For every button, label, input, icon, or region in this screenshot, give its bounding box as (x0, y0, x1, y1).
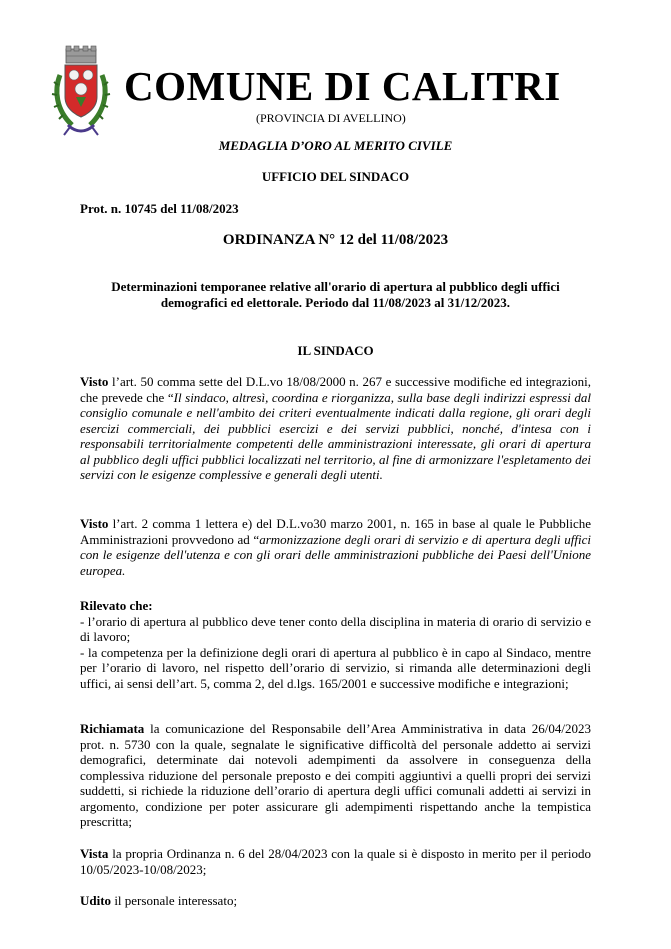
paragraph-vista (80, 846, 591, 877)
list-item: - l’orario di apertura al pubblico deve tener conto della disciplina in materia di orario di servizio e di lavoro; (80, 613, 591, 644)
page-title: COMUNE DI CALITRI (124, 63, 561, 109)
paragraph-lead: Visto (80, 374, 109, 389)
ordinanza-subject: Determinazioni temporanee relative all'orario di apertura al pubblico degli uffici demografici ed elettorale. Periodo dal 11/08/2023 al 31/12/2023. (111, 279, 560, 310)
paragraph-text: la propria Ordinanza n. 6 del 28/04/2023 con la quale si è disposto in merito per il periodo 10/05/2023-10/08/2023; (80, 846, 591, 877)
ordinanza-title: ORDINANZA N° 12 del 11/08/2023 (222, 232, 449, 248)
paragraph-lead: Udito (80, 893, 112, 908)
paragraph-lead: Rilevato che: (80, 598, 153, 613)
paragraph-lead: Vista (80, 846, 109, 861)
ufficio-heading: UFFICIO DEL SINDACO (261, 169, 410, 184)
sindaco-heading: IL SINDACO (297, 343, 374, 358)
provincia-subtitle: (PROVINCIA DI AVELLINO) (256, 111, 406, 125)
paragraph-text: l’art. 50 comma sette del D.L.vo 18/08/2000 n. 267 e successive modifiche ed integrazioni, che prevede che “ (80, 374, 591, 405)
list-item: - la competenza per la definizione degli orari di apertura al pubblico è in capo al Sindaco, mentre per l’orario di lavoro, nel rispetto dell’orario di servizio, si rimanda alle determinazioni degli uffici, ai sensi dell’art. 5, comma 2, del d.lgs. 165/2001 e successive modifiche e integrazioni; (80, 644, 591, 691)
paragraph-lead: Visto (80, 516, 109, 531)
paragraph-visto-dlgs (80, 516, 591, 578)
paragraph-text: il personale interessato; (111, 893, 238, 908)
medaglia-heading: MEDAGLIA D’ORO AL MERITO CIVILE (218, 138, 453, 153)
paragraph-quote: Il sindaco, altresì, coordina e riorganizza, sulla base degli indirizzi espressi dal consiglio comunale e nell'ambito dei criteri eventualmente indicati dalla regione, gli orari degli esercizi commerciali, dei pubblici esercizi e dei servizi pubblici, nonché, d'intesa con i responsabili territorialmente competenti delle amministrazioni interessate, gli orari di apertura al pubblico degli uffici pubblici localizzati nel territorio, al fine di armonizzare l'espletamento dei servizi con le esigenze complessive e generali degli utenti. (80, 389, 591, 482)
protocol-number: Prot. n. 10745 del 11/08/2023 (80, 201, 239, 216)
coat-of-arms-icon (50, 45, 112, 137)
paragraph-visto-tuel (80, 374, 591, 483)
paragraph-text: la comunicazione del Responsabile dell’Area Amministrativa in data 26/04/2023 prot. n. 5730 con la quale, segnalate le significative difficoltà del personale addetto ai servizi demografici, determinate dai notevoli adempimenti da assolvere in conseguenza della complessiva riduzione del personale preposto e dei compiti aggiuntivi a quelli propri dei servizi suddetti, si richiede la riduzione dell’orario di apertura degli uffici comunali addetti ai servizi in argomento, condizione per poter assicurare gli adempimenti rispettando anche la tempistica prescritta; (80, 721, 591, 829)
paragraph-richiamata (80, 721, 591, 830)
paragraph-text: l’art. 2 comma 1 lettera e) del D.L.vo30 marzo 2001, n. 165 in base al quale le Pubbliche Amministrazioni provvedono ad “ (80, 516, 591, 547)
paragraph-lead: Richiamata (80, 721, 145, 736)
paragraph-udito (80, 893, 591, 909)
paragraph-rilevato (80, 598, 591, 691)
paragraph-quote: armonizzazione degli orari di servizio e di apertura degli uffici con le esigenze dell'utenza e con gli orari delle amministrazioni pubbliche dei Paesi dell'Unione europea. (80, 531, 591, 578)
